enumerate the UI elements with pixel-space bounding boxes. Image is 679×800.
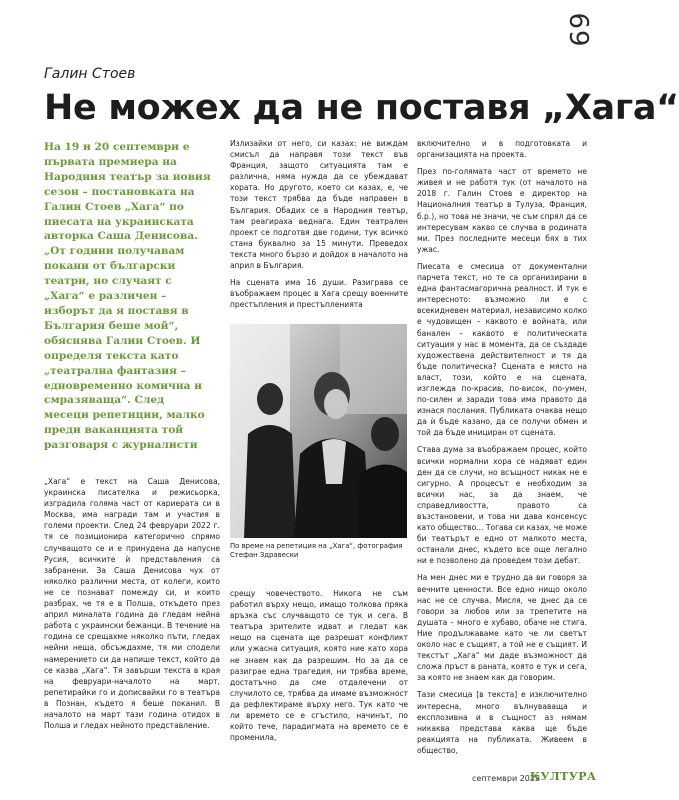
- paragraph: През по-голямата част от времето не живея и не работя тук (от началото на 2018 г. Галин Стоев е директор на Националния театър в Тулуза, Франция, б.р.), но това не значи, че съм спрял да се интересувам какво се случва в родината ми. През последните месеци бях в тих ужас.: [417, 167, 587, 254]
- paragraph: На мен днес ми е трудно да ви говоря за вечните ценности. Все едно нищо около нас не се случва. Мисля, че днес да се говори за любов или за трепетите на душата – много е хубаво, обаче не стига. Ние продължаваме като че ли светът около нас е същият, а той не е същият. И текстът „Хага“ ми даде възможност да сложа пръст в раната, която е тук и сега, за която не знаем как да говорим.: [417, 573, 587, 683]
- paragraph: Пиесата е смесица от документални парчета текст, но те са организирани в една фантасмагорична реалност. И тук е интересното: възможно ли е с всекидневен материал, независимо колко е чудовищен – каквото е войната, или банален – каквото е политическата ситуация у нас в момента, да се създаде художествена действителност и тя да бъде политическа? Сцената е място на власт, този, който е на сцената, изглежда по-красив, по-висок, по-умен, по-силен и заради това има правото да изнася послания. Публиката очаква нещо да ѝ бъде казано, да се получи обмен и той да бъде инициран от сцената.: [417, 261, 587, 438]
- photo-caption: По време на репетиция на „Хага“, фотография Стефан Здравески: [230, 542, 403, 560]
- author-name: Галин Стоев: [44, 66, 136, 82]
- page-number: 69: [563, 12, 593, 48]
- paragraph: Става дума за въображаем процес, който всички нормални хора се надяват един ден да се случи, но всъщност никак не е сигурно. А процесът е необходим за всички нас, за да знаем, че справедливостта, правото са възстановени, и това ни дава консенсус като общество... Тогава си казах, че може би театърът е едно от малкото места, останали днес, където все още легално ни е позволено да проведем този дебат.: [417, 445, 587, 566]
- magazine-logo: КУЛТУРА: [530, 770, 597, 783]
- article-column-2-continued: [230, 588, 408, 749]
- lead-intro: [44, 140, 212, 453]
- lead-text: На 19 и 20 септември е първата премиера на Народния театър за новия сезон – постановката на Галин Стоев „Хага“ по пиесата на украинската авторка Саша Денисова. „От години получавам покани от български театри, но случаят с „Хага“ е различен – изборът да я поставя в България беше мой“, обяснява Галин Стоев. И определя текста като „театрална фантазия – едновременно комична и смразяваща“. След месеци репетиции, малко преди ваканцията той разговаря с журналисти: [44, 141, 211, 452]
- paragraph: срещу човечеството. Никога не съм работил върху нещо, имащо толкова пряка връзка със случващото се тук и сега. В театъра зрителите идват и гледат как нещо на сцената ще разрешат конфликт или ужасна ситуация, която ние като хора не знаем как да разрешим. Но за да се разиграе една трагедия, ни трябва време, достатъчно да сме отдалечени от случилото се, трябва да имаме възможност да рефлектираме върху него. Тук като че ли времето се е сгъстило, начинът, по който тече, парадигмата на времето се е променила,: [230, 589, 408, 743]
- paragraph: Тази смесица [в текста] е изключително интересна, много вълнуваваща и експлозивна и в същност аз нямам никаква представа каква ще бъде реакцията на публиката. Живеем в общество,: [417, 690, 587, 755]
- headline: Не можех да не поставя „Хага“: [44, 88, 679, 128]
- article-column-2: [230, 138, 408, 316]
- paragraph: „Хага“ е текст на Саша Денисова, украинска писателка и режисьорка, изградила голяма част от кариерата си в Москва, има награди там и участия в големи проекти. След 24 февруари 2022 г. тя се позиционира категорично спрямо случващото се и е принудена да напусне Русия, всичките ѝ представления са забранени. За Саша Денисова чух от няколко различни места, от колеги, които не се познават помежду си, и които разбрах, че тя е в Полша, откъдето през април миналата година да гледам нейна работа с украински бежанци. В течение на година се срещахме няколко пъти, гледах нейни неща, обсъждахме, тя ми сподели намерението си да напише текст, който да се казва „Хага“. Тя завърши текста в края на февруари-началото на март, репетирайки го и дописвайки го в театъра в Познан, където я беше поканил. В началото на март тази година отидох в Полша и гледах нейното представление.: [44, 477, 220, 731]
- paragraph: На сцената има 16 души. Разиграва се въображаем процес в Хага срещу военните престъпления и престъпленията: [230, 278, 408, 310]
- paragraph: Излизайки от него, си казах: не виждам смисъл да направя този текст във Франция, защото ситуацията там е различна, няма нужда да се убеждават хората. Но другото, което си казах, е, че този текст трябва да бъде направен в България. Обадих се в Народния театър, там реагираха веднага. Един театрален проект се подготвя две години, тук всичко стана буквално за 15 минути. Преведох текста много бързо и дойдох в началото на април в България.: [230, 139, 408, 271]
- rehearsal-photo-image: [230, 324, 407, 538]
- article-column-3: [417, 138, 587, 762]
- article-column-1: [44, 476, 220, 737]
- rehearsal-photo: [230, 324, 407, 538]
- paragraph: включително и в подготовката и организацията на проекта.: [417, 139, 587, 160]
- issue-date: септември 2023: [472, 774, 541, 783]
